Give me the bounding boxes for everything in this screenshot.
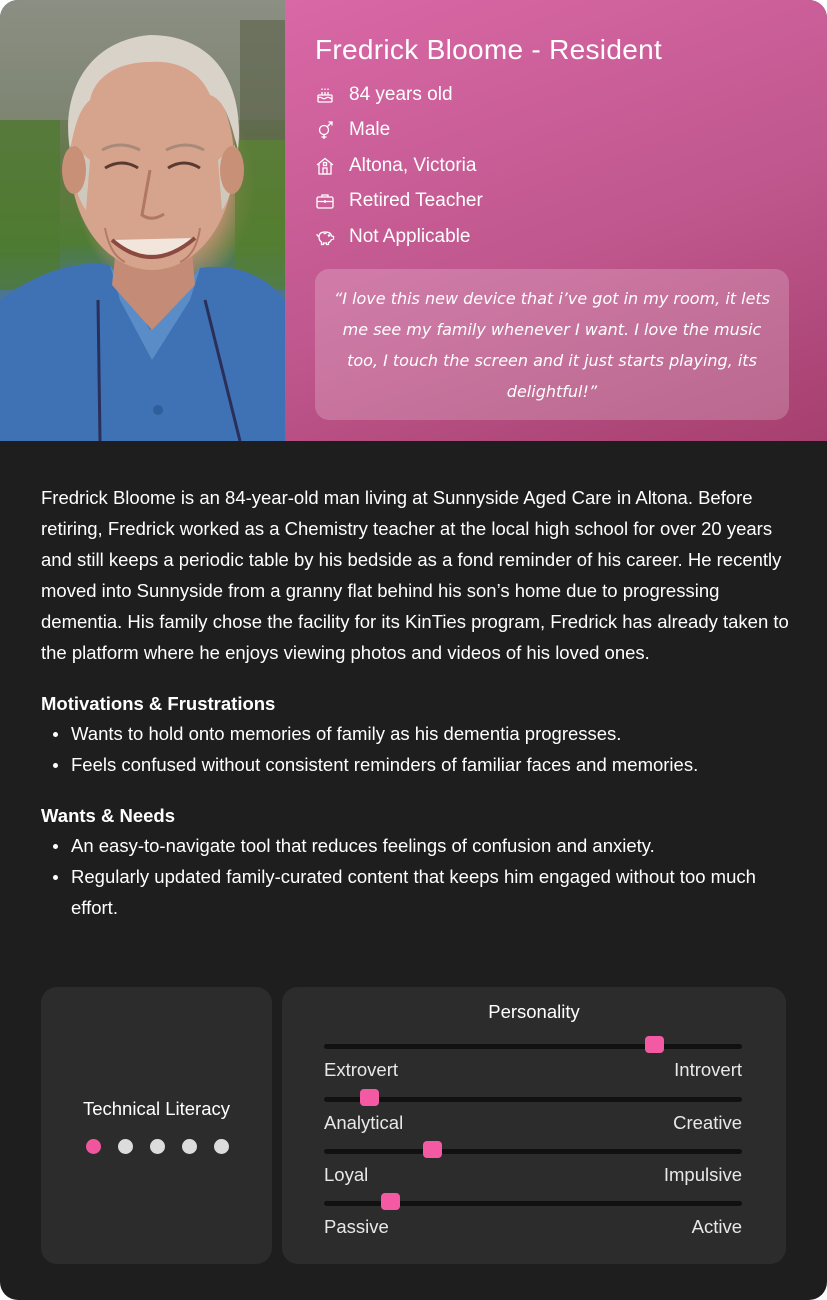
fact-gender	[314, 113, 483, 149]
home-icon	[314, 155, 336, 177]
piggy-bank-icon	[314, 226, 336, 248]
list-item: An easy-to-navigate tool that reduces feelings of confusion and anxiety.	[41, 830, 801, 861]
persona-header	[0, 0, 827, 441]
quote-text: “I love this new device that i’ve got in my room, it lets me see my family whenever I want. I love the music too, I touch the screen and it just starts playing, its delightful!”	[333, 288, 771, 401]
slider-track	[324, 1149, 742, 1154]
fact-text: Not Applicable	[349, 225, 471, 247]
briefcase-icon	[314, 190, 336, 212]
rating-dot-empty	[118, 1139, 133, 1154]
fact-income	[314, 219, 483, 255]
trait-slider-extrovert-introvert	[324, 1044, 742, 1104]
persona-photo	[0, 0, 285, 441]
technical-literacy-title: Technical Literacy	[82, 1098, 231, 1119]
technical-literacy-panel	[41, 987, 272, 1264]
fact-text: Male	[349, 119, 391, 141]
trait-left-label: Loyal	[324, 1164, 369, 1185]
needs-title: Wants & Needs	[41, 805, 175, 826]
trait-right-label: Introvert	[674, 1059, 742, 1080]
fact-occupation	[314, 184, 483, 220]
birthday-cake-icon	[314, 84, 336, 106]
fact-text: Altona, Victoria	[349, 154, 477, 176]
slider-thumb	[381, 1193, 400, 1210]
personality-title: Personality	[488, 1001, 580, 1022]
trait-right-label: Impulsive	[663, 1164, 742, 1185]
persona-summary	[285, 0, 827, 441]
fact-text: Retired Teacher	[349, 190, 483, 212]
trait-right-label: Active	[691, 1216, 742, 1237]
slider-thumb	[360, 1089, 379, 1106]
persona-quote	[315, 269, 789, 420]
gender-icon	[314, 119, 336, 141]
fact-age	[314, 77, 483, 113]
trait-right-label: Creative	[673, 1112, 742, 1133]
motivations-list	[41, 718, 801, 780]
fact-text: 84 years old	[349, 83, 453, 105]
list-item: Feels confused without consistent reminders of familiar faces and memories.	[41, 749, 801, 780]
needs-list	[41, 830, 801, 923]
rating-dot-empty	[182, 1139, 197, 1154]
persona-name: Fredrick Bloome - Resident	[315, 34, 663, 65]
technical-literacy-rating	[86, 1139, 246, 1154]
fact-location	[314, 148, 483, 184]
trait-left-label: Analytical	[324, 1112, 404, 1133]
rating-dot-empty	[214, 1139, 229, 1154]
personality-panel	[282, 987, 786, 1264]
trait-slider-passive-active	[324, 1201, 742, 1261]
trait-left-label: Extrovert	[324, 1059, 399, 1080]
persona-details	[41, 482, 801, 923]
slider-thumb	[645, 1036, 664, 1053]
list-item: Wants to hold onto memories of family as his dementia progresses.	[41, 718, 801, 749]
trait-left-label: Passive	[324, 1216, 389, 1237]
motivations-title: Motivations & Frustrations	[41, 693, 276, 714]
persona-facts	[314, 77, 483, 255]
rating-dot-empty	[150, 1139, 165, 1154]
trait-slider-analytical-creative	[324, 1097, 742, 1157]
slider-track	[324, 1097, 742, 1102]
list-item: Regularly updated family-curated content that keeps him engaged without too much effort.	[41, 861, 801, 923]
rating-dot-filled	[86, 1139, 101, 1154]
persona-bio: Fredrick Bloome is an 84-year-old man living at Sunnyside Aged Care in Altona. Before retiring, Fredrick worked as a Chemistry teacher at the local high school for over 20 years and still keeps a periodic table by his bedside as a fond reminder of his career. He recently moved into Sunnyside from a granny flat behind his son’s home due to progressing dementia. His family chose the facility for its KinTies program, Fredrick has already taken to the platform where he enjoys viewing photos and videos of his loved ones.	[41, 487, 789, 663]
slider-track	[324, 1044, 742, 1049]
slider-thumb	[423, 1141, 442, 1158]
